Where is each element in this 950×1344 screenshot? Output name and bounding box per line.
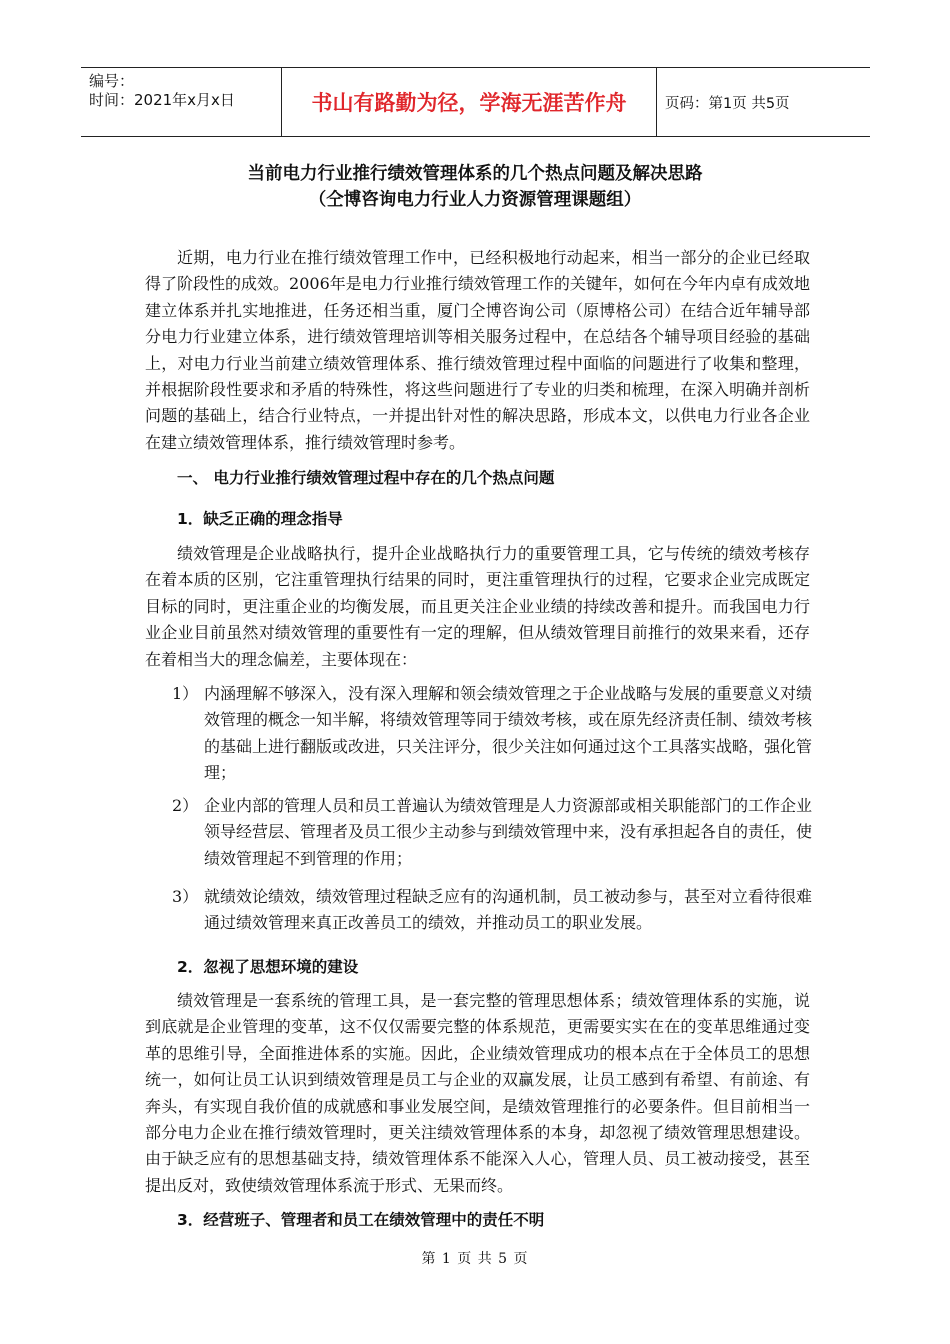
list-item-number: 2）	[172, 796, 199, 815]
document-time-label: 时间：2021年x月x日	[89, 91, 235, 109]
subsection-heading-1: 1．缺乏正确的理念指导	[177, 510, 343, 528]
header-meta	[81, 68, 281, 136]
list-item-number: 3）	[172, 887, 199, 906]
document-number-label: 编号：	[89, 72, 135, 90]
list-item	[172, 681, 812, 787]
list-item	[172, 793, 812, 872]
intro-paragraph: 近期，电力行业在推行绩效管理工作中，已经积极地行动起来，相当一部分的企业已经取得了阶段性的成效。2006年是电力行业推行绩效管理工作的关键年，如何在今年内卓有成效地建立体系并扎实地推进，任务还相当重，厦门仝博咨询公司（原博格公司）在结合近年辅导部分电力行业建立体系，进行绩效管理培训等相关服务过程中，在总结各个辅导项目经验的基础上，对电力行业当前建立绩效管理体系、推行绩效管理过程中面临的问题进行了收集和整理，并根据阶段性要求和矛盾的特殊性，将这些问题进行了专业的归类和梳理，在深入明确并剖析问题的基础上，结合行业特点，一并提出针对性的解决思路，形成本文，以供电力行业各企业在建立绩效管理体系，推行绩效管理时参考。	[145, 248, 810, 452]
subsection-1-paragraph: 绩效管理是企业战略执行，提升企业战略执行力的重要管理工具，它与传统的绩效考核存在着本质的区别，它注重管理执行结果的同时，更注重管理执行的过程，它要求企业完成既定目标的同时，更注重企业的均衡发展，而且更关注企业业绩的持续改善和提升。而我国电力行业企业目前虽然对绩效管理的重要性有一定的理解，但从绩效管理目前推行的效果来看，还存在着相当大的理念偏差，主要体现在：	[145, 544, 810, 669]
header-motto: 书山有路勤为径，学海无涯苦作舟	[281, 68, 657, 136]
list-item-text: 企业内部的管理人员和员工普遍认为绩效管理是人力资源部或相关职能部门的工作企业领导经营层、管理者及员工很少主动参与到绩效管理中来，没有承担起各自的责任，使绩效管理起不到管理的作用；	[204, 796, 813, 868]
document-subtitle: （仝博咨询电力行业人力资源管理课题组）	[308, 190, 642, 210]
list-item-text: 内涵理解不够深入，没有深入理解和领会绩效管理之于企业战略与发展的重要意义对绩效管理的概念一知半解，将绩效管理等同于绩效考核，或在原先经济责任制、绩效考核的基础上进行翻版或改进，只关注评分，很少关注如何通过这个工具落实战略，强化管理；	[204, 684, 813, 783]
subsection-heading-2: 2．忽视了思想环境的建设	[177, 958, 359, 976]
subsection-2-paragraph: 绩效管理是一套系统的管理工具，是一套完整的管理思想体系；绩效管理体系的实施，说到底就是企业管理的变革，这不仅仅需要完整的体系规范，更需要实实在在的变革思维通过变革的思维引导，全面推进体系的实施。因此，企业绩效管理成功的根本点在于全体员工的思想统一，如何让员工认识到绩效管理是员工与企业的双赢发展，让员工感到有希望、有前途、有奔头，有实现自我价值的成就感和事业发展空间，是绩效管理推行的必要条件。但目前相当一部分电力企业在推行绩效管理时，更关注绩效管理体系的本身，却忽视了绩效管理思想建设。由于缺乏应有的思想基础支持，绩效管理体系不能深入人心，管理人员、员工被动接受，甚至提出反对，致使绩效管理体系流于形式、无果而终。	[145, 991, 810, 1195]
page-footer: 第 1 页 共 5 页	[421, 1251, 529, 1267]
header-page-code: 页码：第1页 共5页	[665, 95, 790, 112]
document-title: 当前电力行业推行绩效管理体系的几个热点问题及解决思路	[247, 164, 703, 184]
list-item-number: 1）	[172, 684, 199, 703]
header-table	[81, 67, 870, 137]
list-item	[172, 884, 812, 937]
subsection-heading-3: 3．经营班子、管理者和员工在绩效管理中的责任不明	[177, 1211, 545, 1229]
list-item-text: 就绩效论绩效，绩效管理过程缺乏应有的沟通机制，员工被动参与，甚至对立看待很难通过绩效管理来真正改善员工的绩效，并推动员工的职业发展。	[204, 887, 813, 933]
section-heading-1: 一、 电力行业推行绩效管理过程中存在的几个热点问题	[177, 469, 555, 487]
